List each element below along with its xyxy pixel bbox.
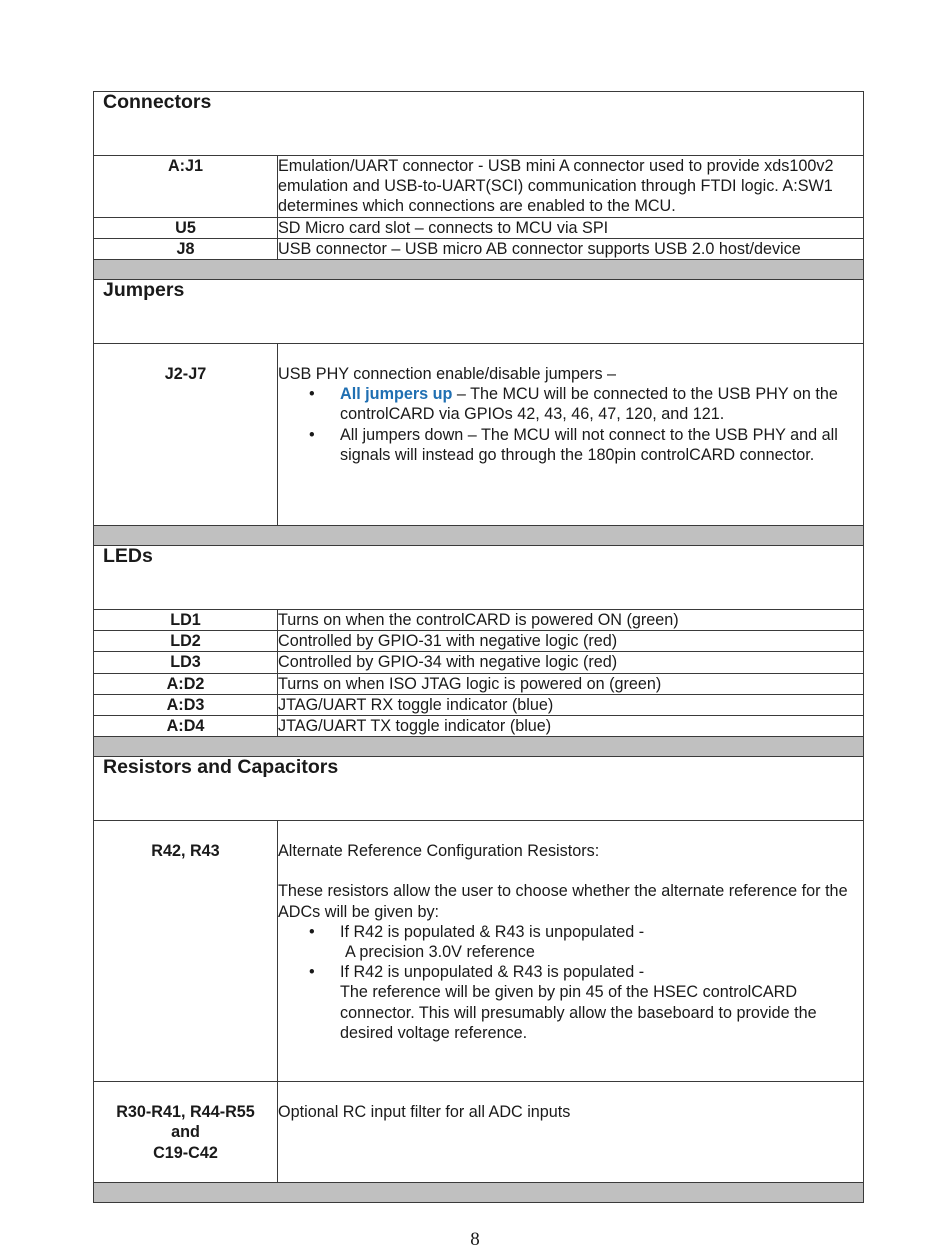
resistor-paragraph: These resistors allow the user to choose whether the alternate reference for the ADCs will be given by: [278,882,848,921]
section-title-jumpers: Jumpers [103,279,185,302]
row-label: A:D3 [94,694,278,715]
row-label: R42, R43 [94,821,278,1082]
bullet-text: – The MCU will be connected to the USB PHY on the controlCARD via GPIOs 42, 43, 46, 47, 120, and 121. [340,385,838,424]
list-item [340,962,863,1043]
section-title-resistors: Resistors and Capacitors [103,756,339,779]
row-label [94,1082,278,1183]
row-description: USB connector – USB micro AB connector supports USB 2.0 host/device [278,238,864,259]
component-table [93,91,864,1203]
resistor-heading: Alternate Reference Configuration Resistors: [278,842,600,861]
section-title-connectors: Connectors [103,91,212,113]
row-label: U5 [94,217,278,238]
table-row [94,716,864,737]
row-label: J2-J7 [94,344,278,526]
row-description: Turns on when ISO JTAG logic is powered on (green) [278,673,864,694]
row-description [278,821,864,1082]
bullet-subtext: A precision 3.0V reference [345,943,535,962]
row-description: SD Micro card slot – connects to MCU via SPI [278,217,864,238]
row-description: JTAG/UART RX toggle indicator (blue) [278,694,864,715]
row-description: Controlled by GPIO-34 with negative logic (red) [278,652,864,673]
row-label: LD3 [94,652,278,673]
row-label: A:J1 [94,156,278,218]
bullet-text: • If R42 is unpopulated & R43 is populated - [340,963,645,982]
bullet-text: • If R42 is populated & R43 is unpopulated - [340,922,645,941]
bullet-subtext: The reference will be given by pin 45 of the HSEC controlCARD connector. This will presumably allow the baseboard to provide the desired voltage reference. [340,983,817,1042]
row-description: Emulation/UART connector - USB mini A connector used to provide xds100v2 emulation and USB-to-UART(SCI) communication through FTDI logic. A:SW1 determines which connections are enabled to the MCU. [278,156,864,218]
row-label: LD2 [94,631,278,652]
table-row [94,694,864,715]
page-number: 8 [470,1229,480,1250]
table-row [94,821,864,1082]
bullet-text: All jumpers down – The MCU will not connect to the USB PHY and all signals will instead go through the 180pin controlCARD connector. [340,425,838,464]
row-description: Turns on when the controlCARD is powered ON (green) [278,610,864,631]
section-header-resistors [94,757,864,821]
row-label: A:D2 [94,673,278,694]
table-row [94,610,864,631]
section-divider [94,1183,864,1203]
table-row [94,631,864,652]
resistor-bullet-list [278,922,863,1043]
row-label: J8 [94,238,278,259]
row-description: Controlled by GPIO-31 with negative logic (red) [278,631,864,652]
section-divider [94,737,864,757]
row-label-line: R30-R41, R44-R55 [116,1103,255,1122]
row-label-line: C19-C42 [153,1143,218,1162]
section-divider [94,260,864,280]
row-label-line: and [171,1123,200,1142]
list-item [340,922,863,962]
row-description: JTAG/UART TX toggle indicator (blue) [278,716,864,737]
list-item [340,425,863,465]
section-divider [94,526,864,546]
section-header-jumpers [94,280,864,344]
table-row [94,156,864,218]
table-row [94,673,864,694]
section-header-connectors [94,92,864,156]
row-description: Optional RC input filter for all ADC inputs [278,1082,864,1183]
jumper-intro: USB PHY connection enable/disable jumpers – [278,365,617,384]
section-header-leds [94,546,864,610]
table-row [94,652,864,673]
row-label: LD1 [94,610,278,631]
jumper-bullet-list [278,384,863,465]
table-row [94,1082,864,1183]
row-description [278,344,864,526]
list-item [340,384,863,424]
row-label: A:D4 [94,716,278,737]
section-title-leds: LEDs [103,545,153,568]
highlight-text: All jumpers up [340,385,453,404]
table-row [94,238,864,259]
table-row [94,217,864,238]
table-row [94,344,864,526]
